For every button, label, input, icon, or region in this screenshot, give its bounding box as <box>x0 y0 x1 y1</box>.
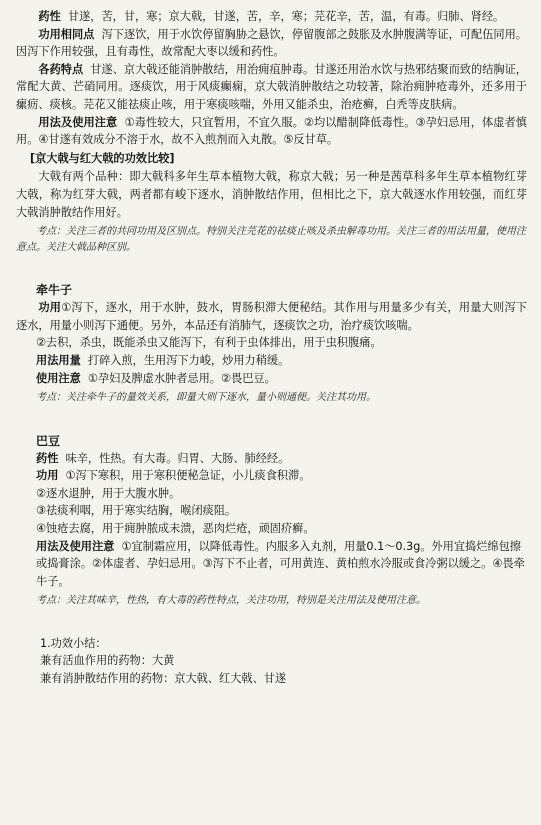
section-qianniuzi <box>16 281 527 405</box>
summary-line-2: 兼有消肿散结作用的药物：京大戟、红大戟、甘遂 <box>40 672 287 686</box>
qn-gongyong-text: ①泻下，逐水，用于水肿，鼓水，胃肠积滞大便秘结。其作用与用量多少有关，用量大则泻下逐水，用量小则泻下通便。另外，本品还有消肺气，逐痰饮之功，治疗痰饮咳喘。 <box>16 301 527 332</box>
section-summary <box>16 635 527 688</box>
spacer <box>16 609 527 635</box>
exam-note-1: 考点：关注三者的共同功用及区别点。特别关注芫花的祛痰止咳及杀虫解毒功用。关注三者的用法用量，使用注意点。关注大戟品种区别。 <box>16 226 526 253</box>
qn-yongfa-paragraph <box>16 352 527 370</box>
bd-gongyong-label: 功用 <box>36 469 59 483</box>
herb-title-badou: 巴豆 <box>36 433 61 448</box>
qn-gongyong-label: 功用 <box>38 301 62 315</box>
gongyong-paragraph <box>16 26 527 61</box>
section-badou <box>16 432 527 609</box>
bd-xingwei-text: 味辛，性热。有大毒。归胃、大肠、肺经经。 <box>65 451 290 465</box>
yongfa-paragraph <box>16 114 527 149</box>
summary-title: 1.功效小结： <box>40 636 107 650</box>
compare-paragraph: 大戟有两个品种：即大戟科多年生草本植物大戟，称京大戟；另一种是茜草科多年生草本植物红芽大戟，称为红芽大戟，两者都有峻下逐水，消肿散结作用，但相比之下，京大戟逐水作用较强，而红芽大戟消肿散结作用好。 <box>16 170 527 219</box>
section-gansui-group <box>16 8 527 255</box>
bd-yongfa-label: 用法及使用注意 <box>36 539 115 553</box>
qn-gongyong-paragraph <box>16 299 527 334</box>
herb-title-qianniuzi: 牵牛子 <box>36 283 73 298</box>
tedian-label: 各药特点 <box>38 62 84 76</box>
yongfa-text: ①毒性较大，只宜暂用，不宜久服。②均以醋制降低毒性。③孕妇忌用，体虚者慎用。④甘遂有效成分不溶于水，故不入煎剂而入丸散。⑤反甘草。 <box>16 115 527 147</box>
qn-zhuyi-paragraph <box>16 370 527 388</box>
xingwei-paragraph <box>16 8 527 26</box>
bd-gongyong-paragraph <box>16 467 527 485</box>
bd-xingwei-paragraph <box>16 450 527 468</box>
bd-yongfa-text: ①宜制霜应用，以降低毒性。内服多入丸剂，用量0.1～0.3g。外用宜捣烂绵包擦或捣膏涂。②体虚者、孕妇忌用。③泻下不止者，可用黄连、黄柏煎水冷服或食冷粥以缓之。④畏牵牛子。 <box>36 539 525 588</box>
bd-gongyong-text-4: ④蚀疮去腐，用于痈肿脓成未溃，恶肉烂疮，顽固疥癣。 <box>36 521 315 535</box>
bd-yongfa-paragraph <box>16 538 527 591</box>
spacer <box>16 406 527 432</box>
qn-yongfa-text: 打碎入煎，生用泻下力峻，炒用力稍缓。 <box>87 353 290 367</box>
xingwei-text: 甘遂，苦，甘，寒；京大戟，甘遂，苦，辛，寒；芫花辛，苦，温，有毒。归肺、肾经。 <box>67 10 505 23</box>
bd-gongyong-text-3: ③祛痰利咽，用于寒实结胸，喉闭痰阻。 <box>36 504 237 518</box>
qn-yongfa-label: 用法用量 <box>36 353 81 367</box>
summary-line-1: 兼有活血作用的药物：大黄 <box>40 654 175 668</box>
bd-gongyong-text-2: ②逐水退肿，用于大腹水肿。 <box>36 486 181 500</box>
tedian-paragraph <box>16 61 527 114</box>
qn-gongyong-paragraph-2: ②去积，杀虫，既能杀虫又能泻下，有利于虫体排出，用于虫积腹痛。 <box>36 336 382 350</box>
bracket-title: [京大戟与红大戟的功效比较] <box>30 151 175 165</box>
yongfa-label: 用法及使用注意 <box>38 115 118 129</box>
spacer <box>16 255 527 281</box>
bd-xingwei-label: 药性 <box>36 451 59 465</box>
gongyong-label: 功用相同点 <box>38 27 95 41</box>
bd-gongyong-text-1: ①泻下寒积，用于寒积便秘急证，小儿痰食积滞。 <box>65 469 311 483</box>
qn-zhuyi-text: ①孕妇及脾虚水肿者忌用。②畏巴豆。 <box>87 371 276 385</box>
xingwei-label: 药性 <box>38 10 61 23</box>
gongyong-text: 泻下逐饮，用于水饮停留胸胁之悬饮，停留腹部之鼓胀及水肿腹满等证，可配伍同用。因泻下作用较强，且有毒性，故常配大枣以缓和药性。 <box>16 27 527 59</box>
exam-note-2: 考点：关注牵牛子的量效关系，即量大则下逐水，量小则通便。关注其功用。 <box>36 392 376 404</box>
tedian-text: 甘遂、京大戟还能消肿散结，用治痈疽肿毒。甘遂还用治水饮与热邪结聚而致的结胸证，常配大黄、芒硝同用。逐痰饮，用于风痰癫痫，京大戟消肿散结之功较著，除治痈肿疮毒外，还多用于瘰疬、痰核。芫花又能祛痰止咳，用于寒痰咳喘，外用又能杀虫，治疮癣，白秃等皮肤病。 <box>16 62 527 111</box>
exam-note-3: 考点：关注其味辛，性热，有大毒的药性特点，关注功用，特别是关注用法及使用注意。 <box>36 595 426 607</box>
qn-zhuyi-label: 使用注意 <box>36 371 81 385</box>
